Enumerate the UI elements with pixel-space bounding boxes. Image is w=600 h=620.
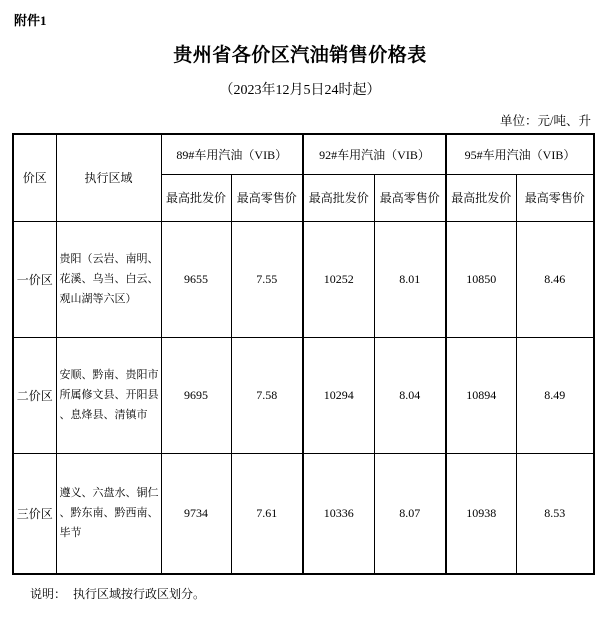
region-cell: 遵义、六盘水、铜仁、黔东南、黔西南、毕节 <box>56 453 161 574</box>
region-cell: 安顺、黔南、贵阳市所属修文县、开阳县、息烽县、清镇市 <box>56 337 161 453</box>
col-header-fuel-89: 89#车用汽油（VIB） <box>161 134 303 174</box>
zone-cell: 一价区 <box>13 221 56 337</box>
note <box>30 585 205 602</box>
price-table <box>12 133 595 575</box>
price-cell-95-retail: 8.46 <box>516 221 594 337</box>
col-header-wholesale-89: 最高批发价 <box>161 174 231 221</box>
price-cell-89-retail: 7.55 <box>231 221 303 337</box>
price-cell-92-retail: 8.04 <box>374 337 446 453</box>
price-cell-95-retail: 8.49 <box>516 337 594 453</box>
price-cell-95-retail: 8.53 <box>516 453 594 574</box>
price-cell-95-wholesale: 10894 <box>446 337 516 453</box>
price-cell-89-wholesale: 9655 <box>161 221 231 337</box>
note-text: 执行区域按行政区划分。 <box>73 587 206 601</box>
attachment-label: 附件1 <box>14 13 47 28</box>
unit-label: 单位：元/吨、升 <box>500 114 591 128</box>
price-cell-92-wholesale: 10336 <box>303 453 374 574</box>
zone-cell: 二价区 <box>13 337 56 453</box>
col-header-wholesale-95: 最高批发价 <box>446 174 516 221</box>
col-header-retail-92: 最高零售价 <box>374 174 446 221</box>
price-cell-89-retail: 7.61 <box>231 453 303 574</box>
price-cell-89-wholesale: 9695 <box>161 337 231 453</box>
col-header-zone: 价区 <box>13 134 56 221</box>
price-cell-92-retail: 8.01 <box>374 221 446 337</box>
col-header-retail-95: 最高零售价 <box>516 174 594 221</box>
price-cell-95-wholesale: 10850 <box>446 221 516 337</box>
note-label: 说明： <box>30 587 67 601</box>
price-cell-89-wholesale: 9734 <box>161 453 231 574</box>
price-cell-95-wholesale: 10938 <box>446 453 516 574</box>
page-subtitle: （2023年12月5日24时起） <box>219 83 381 98</box>
page-title: 贵州省各价区汽油销售价格表 <box>173 45 427 66</box>
price-cell-92-wholesale: 10252 <box>303 221 374 337</box>
table-row-zone-1 <box>13 221 594 337</box>
header-row-fuels <box>13 134 594 174</box>
price-cell-92-wholesale: 10294 <box>303 337 374 453</box>
zone-cell: 三价区 <box>13 453 56 574</box>
table-row-zone-3 <box>13 453 594 574</box>
col-header-region: 执行区域 <box>56 134 161 221</box>
col-header-fuel-95: 95#车用汽油（VIB） <box>446 134 594 174</box>
region-cell: 贵阳（云岩、南明、花溪、乌当、白云、观山湖等六区） <box>56 221 161 337</box>
table-row-zone-2 <box>13 337 594 453</box>
price-cell-92-retail: 8.07 <box>374 453 446 574</box>
col-header-retail-89: 最高零售价 <box>231 174 303 221</box>
col-header-fuel-92: 92#车用汽油（VIB） <box>303 134 446 174</box>
col-header-wholesale-92: 最高批发价 <box>303 174 374 221</box>
price-cell-89-retail: 7.58 <box>231 337 303 453</box>
